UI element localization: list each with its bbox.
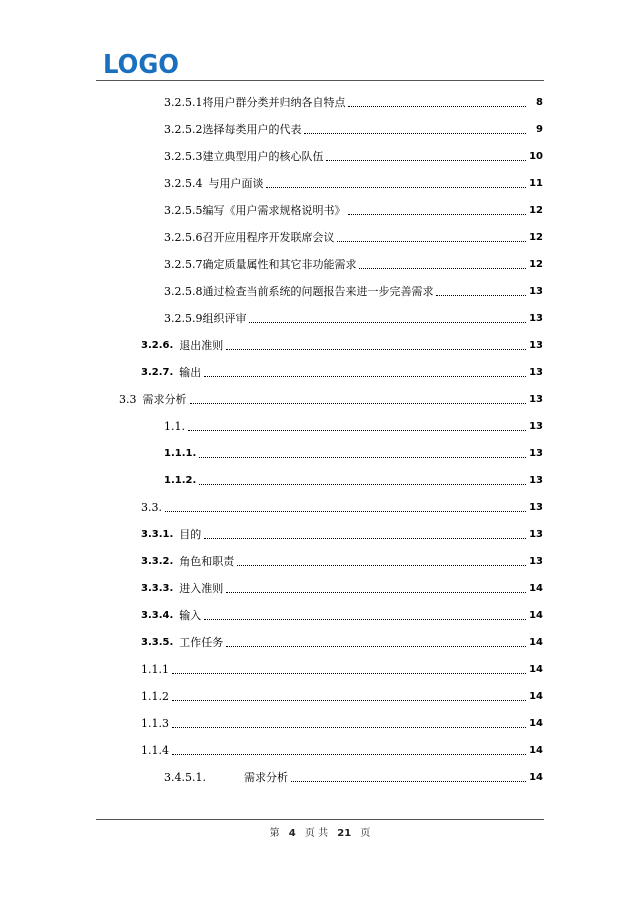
toc-entry-page-number: 14 bbox=[529, 664, 543, 675]
toc-entry-number: 1.1. bbox=[164, 420, 185, 433]
dot-leader bbox=[237, 565, 526, 566]
toc-entry-page-number: 12 bbox=[529, 205, 543, 216]
toc-entry-number: 3.3 bbox=[119, 393, 137, 406]
dot-leader bbox=[348, 214, 526, 215]
toc-entry-page-number: 14 bbox=[529, 610, 543, 621]
toc-entry-number: 3.3.5. bbox=[141, 637, 174, 648]
toc-entry-title: 角色和职责 bbox=[179, 555, 235, 568]
toc-entry-title: 退出准则 bbox=[179, 339, 224, 352]
toc-entry-page-number: 13 bbox=[529, 529, 543, 540]
toc-entry-page-number: 11 bbox=[529, 178, 543, 189]
toc-entry-title: 组织评审 bbox=[202, 312, 247, 325]
header-divider bbox=[96, 80, 544, 81]
toc-entry-number: 3.2.5.4 bbox=[164, 177, 203, 190]
toc-entry-number: 3.2.5.8 bbox=[164, 285, 203, 298]
dot-leader bbox=[172, 700, 526, 701]
toc-entry[interactable] bbox=[141, 661, 543, 677]
toc-entry-number: 3.2.5.2 bbox=[164, 123, 203, 136]
toc-entry-page-number: 13 bbox=[529, 394, 543, 405]
footer-divider bbox=[96, 819, 544, 820]
dot-leader bbox=[348, 106, 526, 107]
dot-leader bbox=[304, 133, 526, 134]
dot-leader bbox=[249, 322, 526, 323]
footer-middle: 页 共 bbox=[304, 828, 329, 839]
toc-entry[interactable] bbox=[141, 715, 543, 731]
toc-entry[interactable] bbox=[141, 580, 543, 596]
toc-entry-page-number: 8 bbox=[536, 97, 543, 108]
dot-leader bbox=[204, 538, 526, 539]
dot-leader bbox=[199, 484, 526, 485]
toc-entry-title: 进入准则 bbox=[179, 582, 224, 595]
dot-leader bbox=[226, 592, 526, 593]
toc-entry-number: 3.3.3. bbox=[141, 583, 174, 594]
toc-entry-page-number: 14 bbox=[529, 691, 543, 702]
toc-entry-number: 1.1.1 bbox=[141, 663, 169, 676]
toc-entry[interactable] bbox=[141, 337, 543, 353]
dot-leader bbox=[204, 619, 526, 620]
dot-leader bbox=[190, 403, 527, 404]
toc-entry-page-number: 10 bbox=[529, 151, 543, 162]
toc-entry-page-number: 13 bbox=[529, 475, 543, 486]
logo bbox=[103, 50, 181, 76]
toc-entry-title: 编写《用户需求规格说明书》 bbox=[202, 204, 346, 217]
dot-leader bbox=[172, 727, 526, 728]
toc-entry-page-number: 14 bbox=[529, 718, 543, 729]
dot-leader bbox=[172, 673, 526, 674]
toc-entry[interactable] bbox=[141, 742, 543, 758]
toc-entry-number: 3.3.1. bbox=[141, 529, 174, 540]
toc-entry-page-number: 13 bbox=[529, 421, 543, 432]
toc-entry[interactable] bbox=[164, 283, 543, 299]
toc-entry-number: 1.1.2 bbox=[141, 690, 169, 703]
toc-entry-page-number: 12 bbox=[529, 232, 543, 243]
toc-entry-title: 召开应用程序开发联席会议 bbox=[202, 231, 335, 244]
toc-entry[interactable] bbox=[164, 310, 543, 326]
toc-entry-page-number: 14 bbox=[529, 745, 543, 756]
toc-entry[interactable] bbox=[141, 688, 543, 704]
toc-entry-page-number: 13 bbox=[529, 502, 543, 513]
toc-entry-number: 3.2.5.6 bbox=[164, 231, 203, 244]
toc-entry-page-number: 14 bbox=[529, 772, 543, 783]
toc-entry[interactable] bbox=[164, 121, 543, 137]
toc-entry-page-number: 13 bbox=[529, 286, 543, 297]
toc-entry[interactable] bbox=[141, 634, 543, 650]
toc-entry-page-number: 13 bbox=[529, 313, 543, 324]
toc-entry[interactable] bbox=[164, 229, 543, 245]
toc-entry-number: 3.3. bbox=[141, 501, 162, 514]
toc-entry-title: 需求分析 bbox=[243, 771, 288, 784]
toc-entry-page-number: 13 bbox=[529, 367, 543, 378]
dot-leader bbox=[188, 430, 526, 431]
toc-entry-number: 1.1.3 bbox=[141, 717, 169, 730]
toc-entry-number: 3.2.5.9 bbox=[164, 312, 203, 325]
toc-entry-number: 3.2.5.5 bbox=[164, 204, 203, 217]
dot-leader bbox=[172, 754, 526, 755]
footer-prefix: 第 bbox=[269, 828, 280, 839]
toc-entry[interactable] bbox=[141, 364, 543, 380]
toc-entry[interactable] bbox=[141, 607, 543, 623]
toc-entry[interactable] bbox=[164, 94, 543, 110]
dot-leader bbox=[291, 781, 526, 782]
toc-entry-title: 目的 bbox=[179, 528, 202, 541]
current-page-number: 4 bbox=[288, 828, 296, 839]
dot-leader bbox=[204, 376, 526, 377]
toc-entry-title: 将用户群分类并归纳各自特点 bbox=[202, 96, 346, 109]
dot-leader bbox=[436, 295, 526, 296]
toc-entry-title: 通过检查当前系统的问题报告来进一步完善需求 bbox=[202, 285, 434, 298]
toc-entry[interactable] bbox=[164, 175, 543, 191]
toc-entry[interactable] bbox=[164, 418, 543, 434]
toc-entry[interactable] bbox=[164, 472, 543, 488]
toc-entry-number: 1.1.2. bbox=[164, 475, 197, 486]
toc-entry-number: 3.3.2. bbox=[141, 556, 174, 567]
toc-entry-number: 3.4.5.1. bbox=[164, 771, 206, 784]
toc-entry[interactable] bbox=[141, 526, 543, 542]
toc-entry-page-number: 9 bbox=[536, 124, 543, 135]
toc-entry-page-number: 13 bbox=[529, 340, 543, 351]
toc-entry-page-number: 13 bbox=[529, 556, 543, 567]
toc-entry[interactable] bbox=[141, 499, 543, 515]
dot-leader bbox=[199, 457, 526, 458]
total-pages-number: 21 bbox=[337, 828, 352, 839]
dot-leader bbox=[226, 646, 526, 647]
toc-entry[interactable] bbox=[164, 445, 543, 461]
dot-leader bbox=[226, 349, 526, 350]
toc-entry-title: 确定质量属性和其它非功能需求 bbox=[202, 258, 357, 271]
footer-suffix: 页 bbox=[360, 828, 371, 839]
logo-text: LOGO bbox=[103, 50, 179, 76]
toc-entry-title: 输入 bbox=[179, 609, 202, 622]
toc-entry[interactable] bbox=[164, 256, 543, 272]
toc-entry-number: 3.2.5.7 bbox=[164, 258, 203, 271]
toc-entry-page-number: 12 bbox=[529, 259, 543, 270]
dot-leader bbox=[165, 511, 526, 512]
toc-entry[interactable] bbox=[164, 148, 543, 164]
toc-entry-number: 3.2.6. bbox=[141, 340, 174, 351]
toc-entry-page-number: 14 bbox=[529, 637, 543, 648]
toc-entry[interactable] bbox=[164, 769, 543, 785]
toc-entry-number: 3.2.5.1 bbox=[164, 96, 203, 109]
toc-entry-number: 1.1.4 bbox=[141, 744, 169, 757]
toc-entry[interactable] bbox=[164, 202, 543, 218]
toc-entry[interactable] bbox=[141, 553, 543, 569]
toc-entry-number: 3.3.4. bbox=[141, 610, 174, 621]
toc-entry-page-number: 13 bbox=[529, 448, 543, 459]
toc-entry-title: 工作任务 bbox=[179, 636, 224, 649]
toc-entry[interactable] bbox=[119, 391, 543, 407]
toc-entry-number: 3.2.7. bbox=[141, 367, 174, 378]
toc-entry-title: 与用户面谈 bbox=[208, 177, 264, 190]
dot-leader bbox=[337, 241, 526, 242]
dot-leader bbox=[266, 187, 526, 188]
toc-entry-title: 需求分析 bbox=[142, 393, 187, 406]
page-footer bbox=[0, 824, 640, 839]
toc-entry-number: 3.2.5.3 bbox=[164, 150, 203, 163]
dot-leader bbox=[326, 160, 526, 161]
toc-entry-title: 选择每类用户的代表 bbox=[202, 123, 302, 136]
toc-entry-number: 1.1.1. bbox=[164, 448, 197, 459]
toc-entry-title: 建立典型用户的核心队伍 bbox=[202, 150, 324, 163]
toc-entry-title: 输出 bbox=[179, 366, 202, 379]
toc-entry-page-number: 14 bbox=[529, 583, 543, 594]
dot-leader bbox=[359, 268, 526, 269]
